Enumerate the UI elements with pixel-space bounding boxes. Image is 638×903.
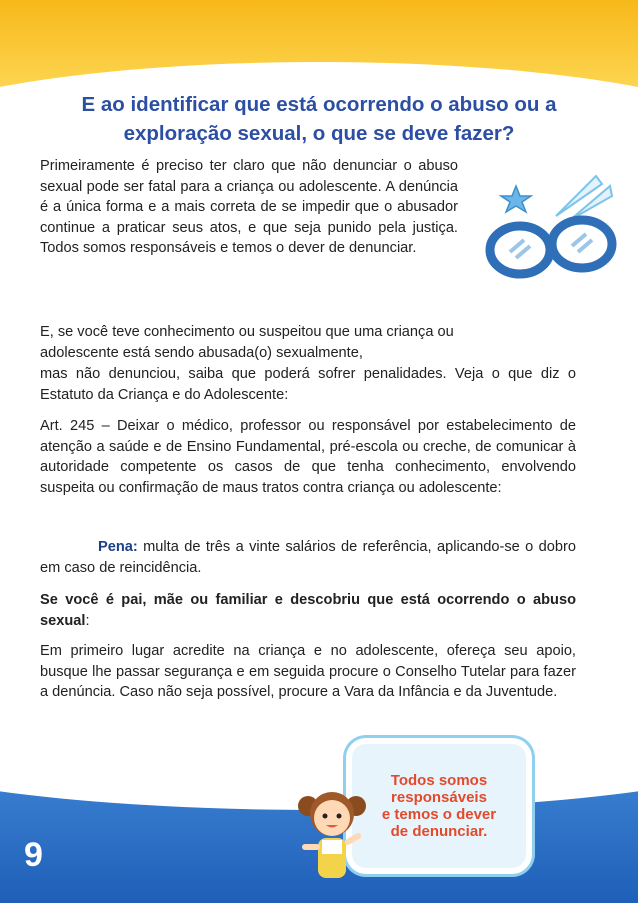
paragraph-intro: Primeiramente é preciso ter claro que não denunciar o abuso sexual pode ser fatal para a criança ou adolescente. A denúncia é a única forma e a mais correta de se impedir que o abusador continue a praticar seus atos, e que seja punido pela justiça. Todos somos responsáveis e temos o dever de denunciar. — [40, 158, 458, 257]
girl-illustration-icon — [296, 780, 368, 890]
sign-text — [359, 772, 519, 840]
penalty-text: multa de três a vinte salários de referência, aplicando-se o dobro em caso de reincidência. — [40, 539, 576, 576]
parent-heading-colon: : — [85, 612, 90, 629]
sign-line-3: e temos o dever — [381, 806, 497, 823]
penalty-label: Pena: — [98, 539, 138, 555]
page-number: 9 — [24, 836, 43, 874]
sign-line-2: responsáveis — [391, 789, 487, 806]
paragraph-article-245: Art. 245 – Deixar o médico, professor ou responsável por estabelecimento de atenção a saúde e de Ensino Fundamental, pré-escola ou creche, de comunicar à autoridade competente os casos de que tenha conhecimento, envolvendo suspeita ou confirmação de maus tratos contra criança ou adolescente: — [40, 418, 576, 496]
sign-board — [346, 738, 532, 874]
title-line-1: E ao identificar que está ocorrendo o abuso ou a — [81, 93, 557, 116]
paragraph-knowledge: E, se você teve conhecimento ou suspeitou que uma criança ou adolescente está sendo abusada(o) sexualmente, — [40, 324, 454, 361]
page-title — [30, 90, 608, 148]
paragraph-first-steps: Em primeiro lugar acredite na criança e no adolescente, ofereça seu apoio, busque lhe passar segurança e em seguida procure o Conselho Tutelar para fazer a denúncia. Caso não seja possível, procure a Vara da Infância e da Juventude. — [40, 643, 576, 701]
paragraph-penalties: mas não denunciou, saiba que poderá sofrer penalidades. Veja o que diz o Estatuto da Criança e do Adolescente: — [40, 366, 576, 403]
paragraph-penalty — [40, 537, 576, 578]
glasses-icon — [478, 164, 620, 284]
parent-heading-text: Se você é pai, mãe ou familiar e descobriu que está ocorrendo o abuso sexual — [40, 592, 576, 629]
paragraph-parent-heading — [40, 590, 576, 631]
sign-line-4: de denunciar. — [390, 823, 488, 840]
title-line-2: exploração sexual, o que se deve fazer? — [123, 122, 515, 145]
sign-line-1: Todos somos — [390, 772, 488, 789]
